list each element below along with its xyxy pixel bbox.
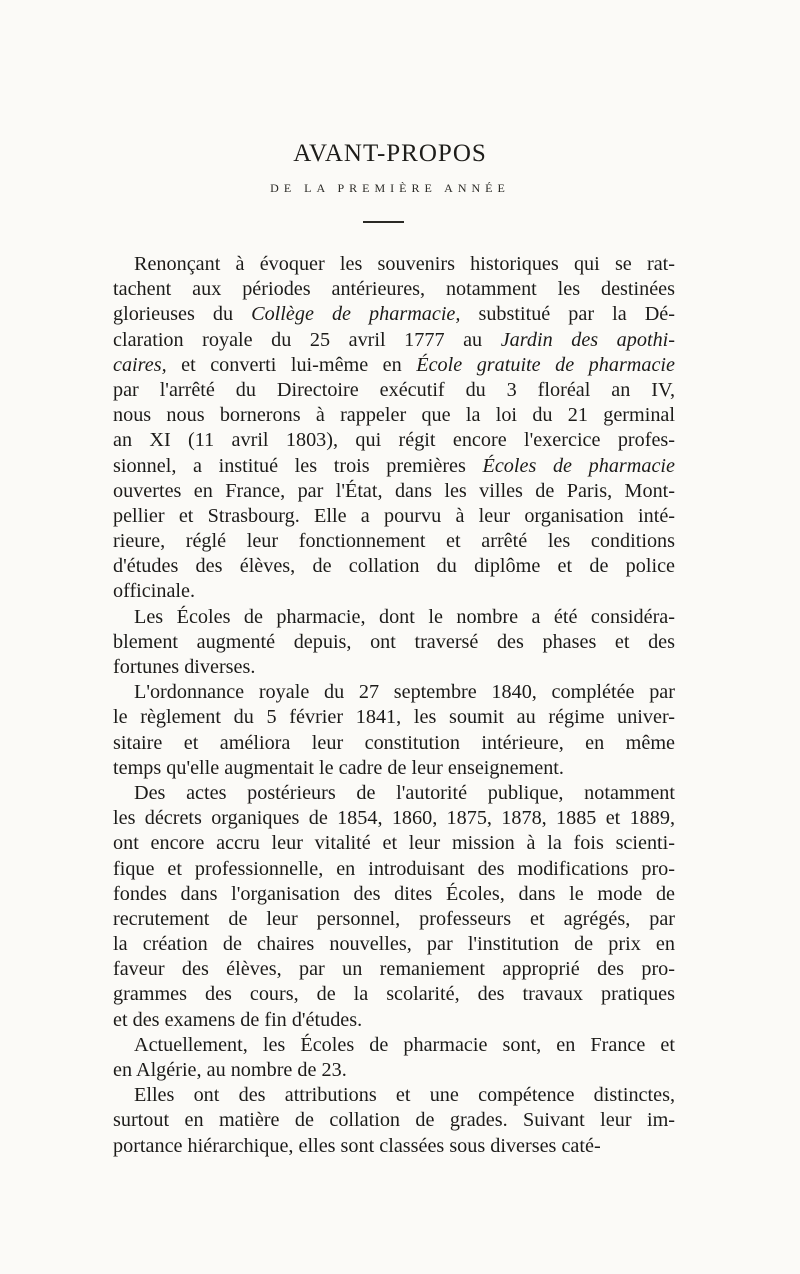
text-line xyxy=(113,1134,675,1159)
body-text xyxy=(113,252,675,1159)
text-segment: Des actes postérieurs de l'autorité publique, notamment xyxy=(134,781,675,804)
page-title: AVANT-PROPOS xyxy=(293,140,487,167)
text-line xyxy=(113,1033,675,1058)
text-segment: Actuellement, les Écoles de pharmacie sont, en France et xyxy=(134,1033,675,1056)
text-line xyxy=(113,630,675,655)
text-segment: L'ordonnance royale du 27 septembre 1840, complétée par xyxy=(134,681,675,704)
italic-text: Jardin des apothi- xyxy=(500,328,676,351)
text-line xyxy=(113,907,675,932)
text-segment: Renonçant à évoquer les souvenirs historiques qui se rat- xyxy=(134,253,675,275)
text-line xyxy=(113,932,675,957)
page-subtitle: DE LA PREMIÈRE ANNÉE xyxy=(270,181,510,195)
paragraph xyxy=(113,605,675,681)
text-segment: fique et professionnelle, en introduisant des modifications pro- xyxy=(113,857,675,880)
text-segment: blement augmenté depuis, ont traversé des phases et des xyxy=(113,630,675,653)
text-segment: et converti lui-même en xyxy=(166,353,417,376)
text-line xyxy=(113,378,675,403)
text-segment: sitaire et améliora leur constitution intérieure, en même xyxy=(113,731,675,754)
text-line xyxy=(113,328,675,353)
text-line xyxy=(113,1008,675,1033)
text-segment: la création de chaires nouvelles, par l'institution de prix en xyxy=(113,933,675,956)
text-segment: ont encore accru leur vitalité et leur mission à la fois scienti- xyxy=(113,832,675,855)
text-line xyxy=(113,982,675,1007)
text-segment: glorieuses du xyxy=(113,303,252,326)
text-segment: rieure, réglé leur fonctionnement et arrêté les conditions xyxy=(113,530,675,553)
text-line xyxy=(113,403,675,428)
text-segment: faveur des élèves, par un remaniement approprié des pro- xyxy=(113,958,675,981)
text-segment: surtout en matière de collation de grades. Suivant leur im- xyxy=(113,1109,675,1132)
italic-text: caires, xyxy=(113,353,167,376)
text-line xyxy=(113,428,675,453)
text-segment: pellier et Strasbourg. Elle a pourvu à leur organisation inté- xyxy=(113,504,675,527)
text-segment: portance hiérarchique, elles sont classées sous diverses caté- xyxy=(113,1134,601,1157)
text-segment: sionnel, a institué les trois premières xyxy=(113,454,483,477)
text-segment: tachent aux périodes antérieures, notamment les destinées xyxy=(113,278,675,301)
text-line xyxy=(113,479,675,504)
title-divider xyxy=(363,221,404,223)
italic-text: École gratuite de pharmacie xyxy=(416,353,676,376)
text-line xyxy=(113,655,675,680)
text-segment: grammes des cours, de la scolarité, des travaux pratiques xyxy=(113,983,675,1006)
text-line xyxy=(113,252,675,277)
text-segment: claration royale du 25 avril 1777 au xyxy=(113,328,501,351)
paragraph xyxy=(113,252,675,605)
text-line xyxy=(113,756,675,781)
text-line xyxy=(113,277,675,302)
text-line xyxy=(113,504,675,529)
text-segment: d'études des élèves, de collation du diplôme et de police xyxy=(113,555,675,578)
text-line xyxy=(113,579,675,604)
text-segment: le règlement du 5 février 1841, les soumit au régime univer- xyxy=(113,706,675,729)
text-line xyxy=(113,353,675,378)
paragraph xyxy=(113,781,675,1033)
text-line xyxy=(113,831,675,856)
text-line xyxy=(113,806,675,831)
text-line xyxy=(113,554,675,579)
text-segment: an XI (11 avril 1803), qui régit encore l'exercice profes- xyxy=(113,429,675,452)
text-line xyxy=(113,781,675,806)
text-line xyxy=(113,680,675,705)
paragraph xyxy=(113,1083,675,1159)
text-segment: fortunes diverses. xyxy=(113,656,256,678)
text-segment: ouvertes en France, par l'État, dans les villes de Paris, Mont- xyxy=(113,479,675,502)
text-line xyxy=(113,957,675,982)
text-segment: fondes dans l'organisation des dites Écoles, dans le mode de xyxy=(113,882,675,905)
text-line xyxy=(113,705,675,730)
text-line xyxy=(113,302,675,327)
text-line xyxy=(113,1083,675,1108)
italic-text: Écoles de pharmacie xyxy=(482,454,675,477)
text-segment: les décrets organiques de 1854, 1860, 1875, 1878, 1885 et 1889, xyxy=(113,807,675,830)
text-segment: substitué par la Dé- xyxy=(460,303,675,326)
text-segment: officinale. xyxy=(113,580,196,603)
text-segment: recrutement de leur personnel, professeurs et agrégés, par xyxy=(113,907,675,930)
text-segment: temps qu'elle augmentait le cadre de leur enseignement. xyxy=(113,756,564,779)
text-line xyxy=(113,529,675,554)
text-segment: et des examens de fin d'études. xyxy=(113,1008,363,1031)
text-segment: nous nous bornerons à rappeler que la loi du 21 germinal xyxy=(113,404,675,427)
text-line xyxy=(113,1058,675,1083)
text-line xyxy=(113,605,675,630)
text-line xyxy=(113,857,675,882)
text-segment: Les Écoles de pharmacie, dont le nombre a été considéra- xyxy=(134,605,675,628)
text-line xyxy=(113,882,675,907)
italic-text: Collège de pharmacie, xyxy=(251,303,461,326)
paragraph xyxy=(113,680,675,781)
paragraph xyxy=(113,1033,675,1083)
text-line xyxy=(113,731,675,756)
text-segment: en Algérie, au nombre de 23. xyxy=(113,1059,347,1081)
text-line xyxy=(113,454,675,479)
text-line xyxy=(113,1108,675,1133)
text-segment: par l'arrêté du Directoire exécutif du 3 floréal an IV, xyxy=(113,378,675,401)
text-segment: Elles ont des attributions et une compétence distinctes, xyxy=(134,1084,675,1107)
